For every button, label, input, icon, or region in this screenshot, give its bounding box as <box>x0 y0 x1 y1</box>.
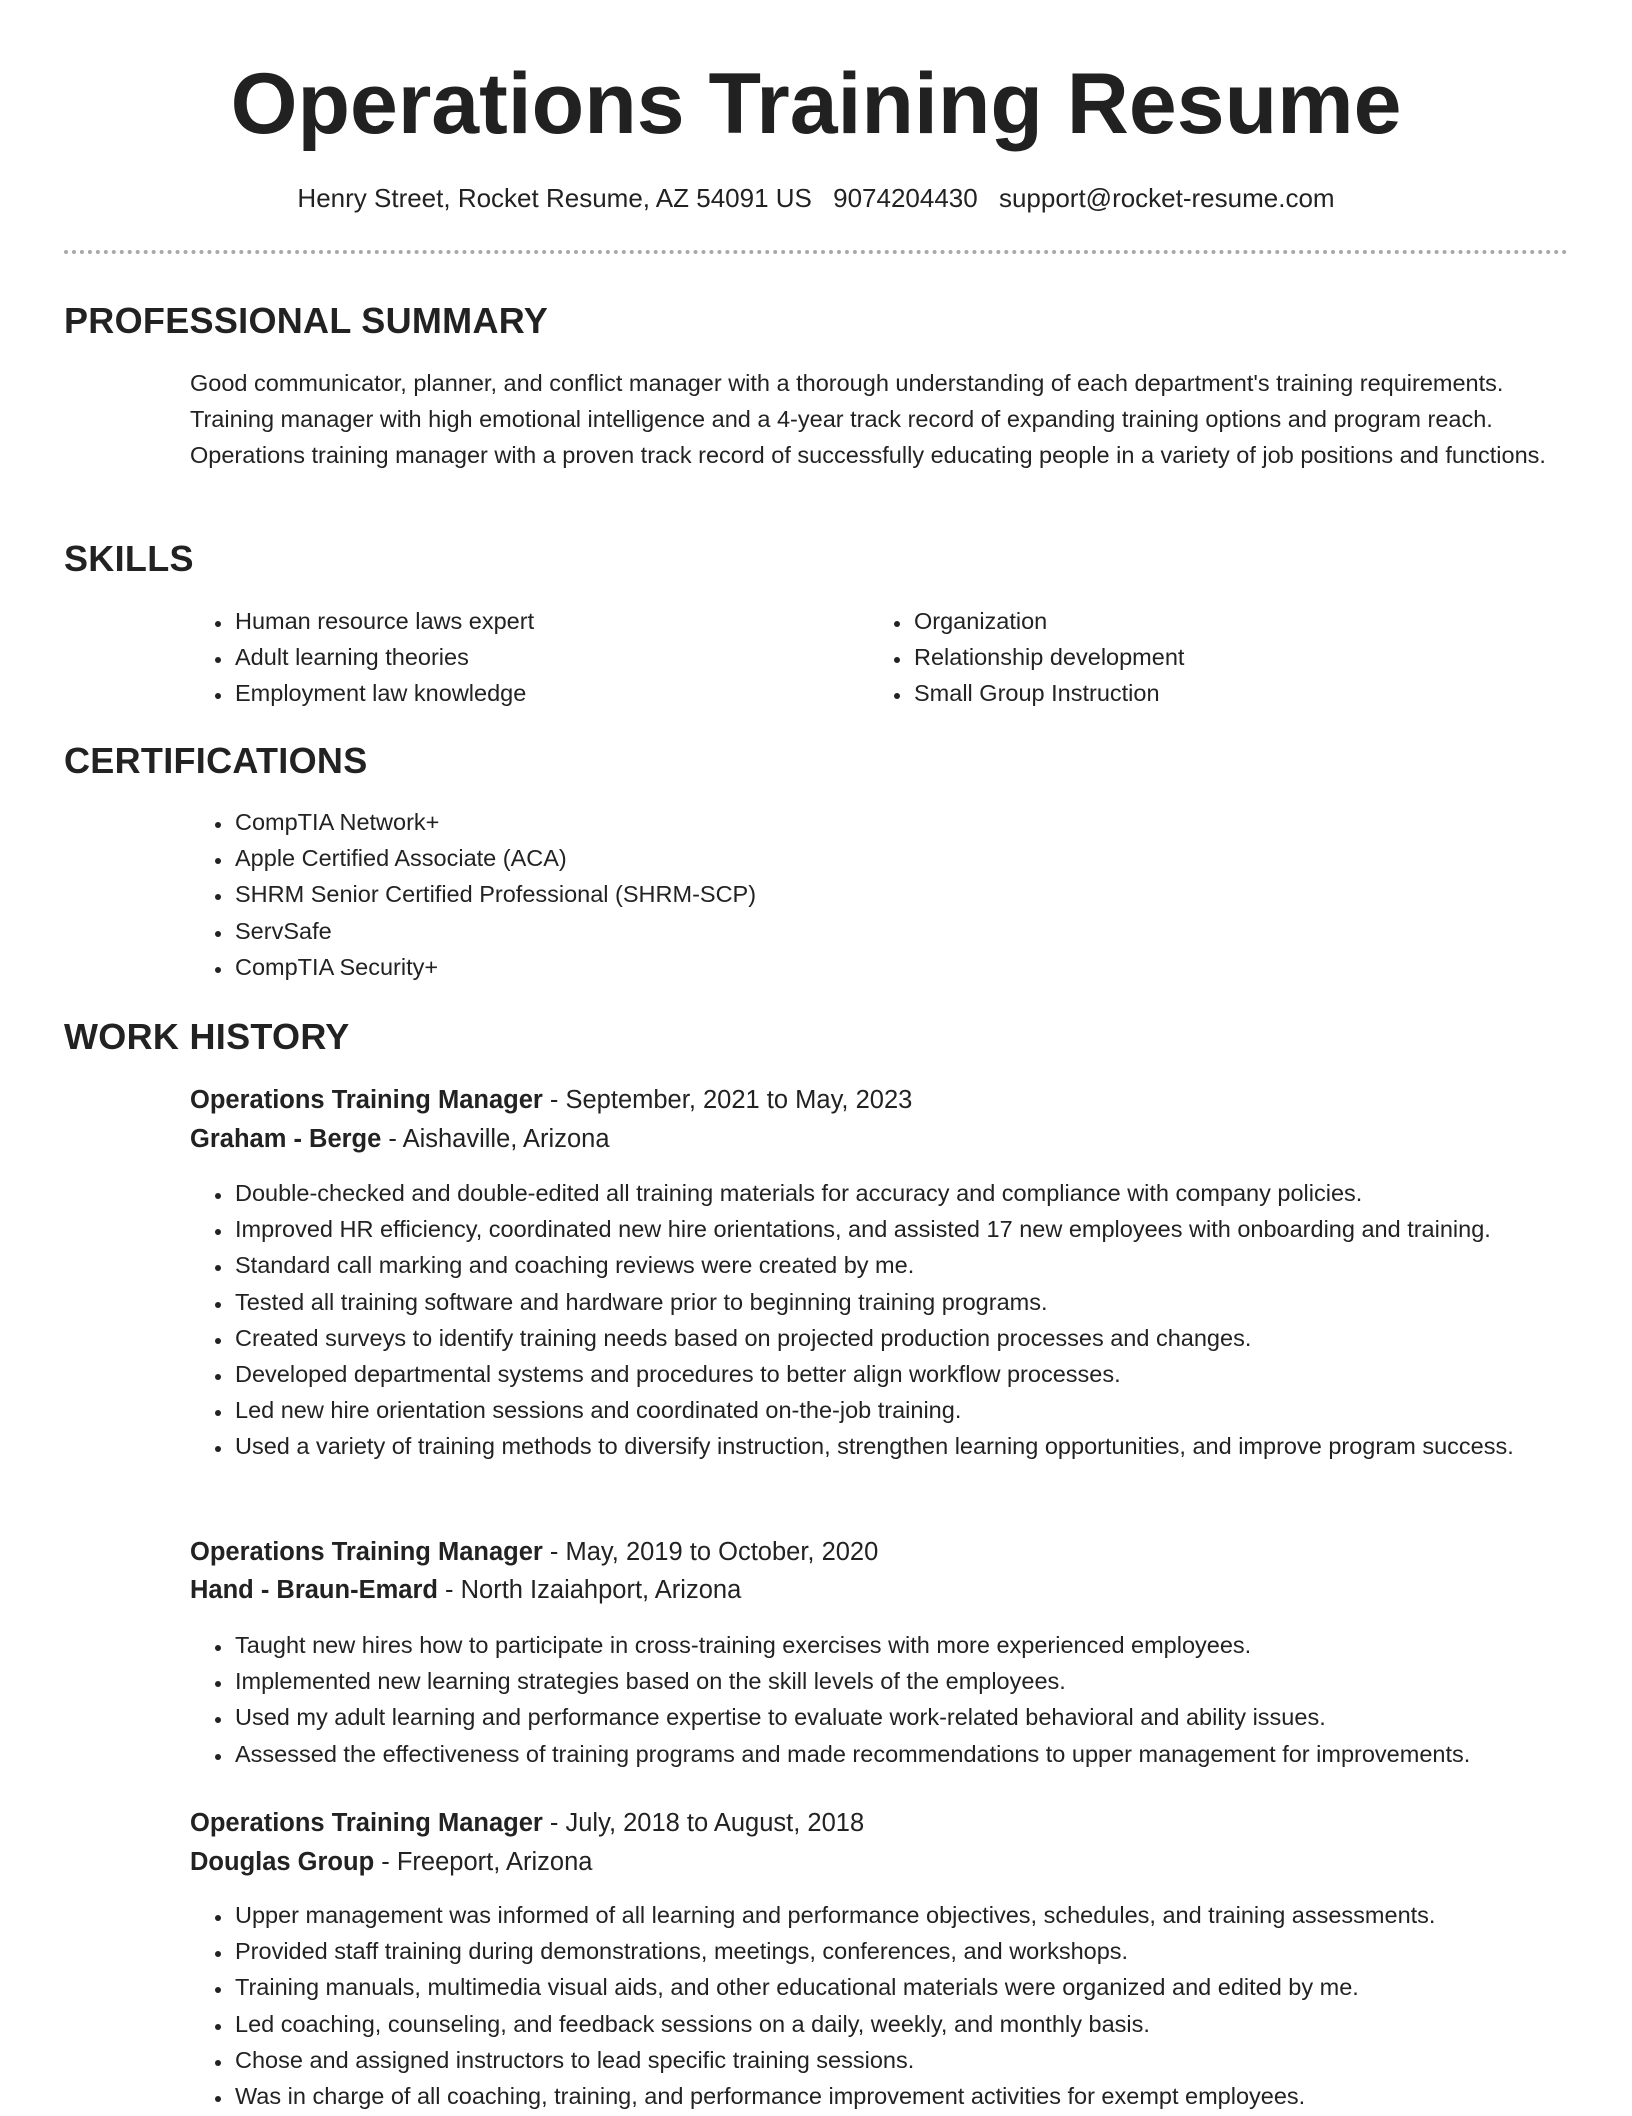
skill-item: • Small Group Instruction <box>912 675 1512 711</box>
certifications-list <box>190 804 1533 985</box>
job-location: - Aishaville, Arizona <box>381 1125 610 1153</box>
job-dates: - May, 2019 to October, 2020 <box>542 1538 879 1566</box>
job-duty: • Created surveys to identify training needs based on projected production processes and changes. <box>233 1320 1632 1356</box>
job-duty: • Training manuals, multimedia visual aids, and other educational materials were organized and edited by me. <box>233 1969 1632 2005</box>
contact-phone: 9074204430 <box>833 183 978 213</box>
certifications-heading: CERTIFICATIONS <box>64 740 368 781</box>
job-duty: • Assessed the effectiveness of training programs and made recommendations to upper management for improvements. <box>233 1736 1632 1772</box>
job-duty: • Used a variety of training methods to diversify instruction, strengthen learning opportunities, and improve program success. <box>233 1428 1515 1464</box>
job-duty: • Led coaching, counseling, and feedback sessions on a daily, weekly, and monthly basis. <box>233 2006 1632 2042</box>
job-title: Operations Training Manager <box>190 1086 543 1114</box>
skill-item: • Organization <box>912 603 1512 639</box>
summary-text: Good communicator, planner, and conflict manager with a thorough understanding of each department's training requirements. Training manager with high emotional intelligence and a 4-year track record of expanding training options and program reach. Operations training manager with a proven track record of successfully educating people in a variety of job positions and functions. <box>190 370 1546 468</box>
job-duties-list <box>190 1897 1632 2114</box>
job-title: Operations Training Manager <box>190 1809 543 1837</box>
skills-list-left <box>190 603 833 712</box>
job-title-line <box>190 1804 864 1842</box>
job-duty: • Used my adult learning and performance expertise to evaluate work-related behavioral and ability issues. <box>233 1699 1632 1735</box>
skill-item: • Adult learning theories <box>233 639 833 675</box>
certification-item: • Apple Certified Associate (ACA) <box>233 840 1533 876</box>
job-duty: • Implemented new learning strategies based on the skill levels of the employees. <box>233 1663 1632 1699</box>
skills-heading: SKILLS <box>64 538 194 579</box>
job-duty: • Was in charge of all coaching, training, and performance improvement activities for exempt employees. <box>233 2078 1632 2114</box>
resume-title: Operations Training Resume <box>230 56 1402 152</box>
job-duty: • Upper management was informed of all learning and performance objectives, schedules, and training assessments. <box>233 1897 1632 1933</box>
certification-item: • ServSafe <box>233 913 1533 949</box>
job-title-line <box>190 1533 878 1571</box>
contact-email: support@rocket-resume.com <box>998 183 1335 213</box>
job-duty: • Led new hire orientation sessions and coordinated on-the-job training. <box>233 1392 1632 1428</box>
skill-item: • Human resource laws expert <box>233 603 833 639</box>
skills-list-right <box>869 603 1512 712</box>
job-duty: • Improved HR efficiency, coordinated new hire orientations, and assisted 17 new employees with onboarding and training. <box>233 1211 1632 1247</box>
job-duty: • Taught new hires how to participate in cross-training exercises with more experienced employees. <box>233 1627 1632 1663</box>
certification-item: • SHRM Senior Certified Professional (SHRM-SCP) <box>233 876 1533 912</box>
job-duty: • Provided staff training during demonstrations, meetings, conferences, and workshops. <box>233 1933 1632 1969</box>
job-dates: - September, 2021 to May, 2023 <box>542 1086 913 1114</box>
job-duties-list <box>190 1175 1632 1465</box>
contact-line <box>0 180 1632 216</box>
job-title: Operations Training Manager <box>190 1538 543 1566</box>
job-duty: • Double-checked and double-edited all training materials for accuracy and compliance with company policies. <box>233 1175 1632 1211</box>
contact-address: Henry Street, Rocket Resume, AZ 54091 US <box>297 183 812 213</box>
job-company-line <box>190 1843 592 1881</box>
job-duty: • Developed departmental systems and procedures to better align workflow processes. <box>233 1356 1632 1392</box>
job-location: - North Izaiahport, Arizona <box>437 1576 742 1604</box>
job-location: - Freeport, Arizona <box>374 1848 593 1876</box>
job-title-line <box>190 1081 912 1119</box>
job-dates: - July, 2018 to August, 2018 <box>542 1809 865 1837</box>
summary-heading: PROFESSIONAL SUMMARY <box>64 300 549 341</box>
skill-item: • Employment law knowledge <box>233 675 833 711</box>
work-history-heading: WORK HISTORY <box>64 1016 350 1057</box>
job-company: Hand - Braun-Emard <box>190 1576 438 1604</box>
job-company-line <box>190 1120 610 1158</box>
job-duties-list <box>190 1627 1632 1772</box>
job-duty: • Standard call marking and coaching reviews were created by me. <box>233 1247 1632 1283</box>
job-company-line <box>190 1571 741 1609</box>
job-duty: • Tested all training software and hardware prior to beginning training programs. <box>233 1284 1632 1320</box>
certification-item: • CompTIA Network+ <box>233 804 1533 840</box>
job-company: Douglas Group <box>190 1848 375 1876</box>
job-duty: • Chose and assigned instructors to lead specific training sessions. <box>233 2042 1632 2078</box>
skill-item: • Relationship development <box>912 639 1512 675</box>
certification-item: • CompTIA Security+ <box>233 949 1533 985</box>
job-company: Graham - Berge <box>190 1125 382 1153</box>
header-divider <box>64 250 1568 254</box>
